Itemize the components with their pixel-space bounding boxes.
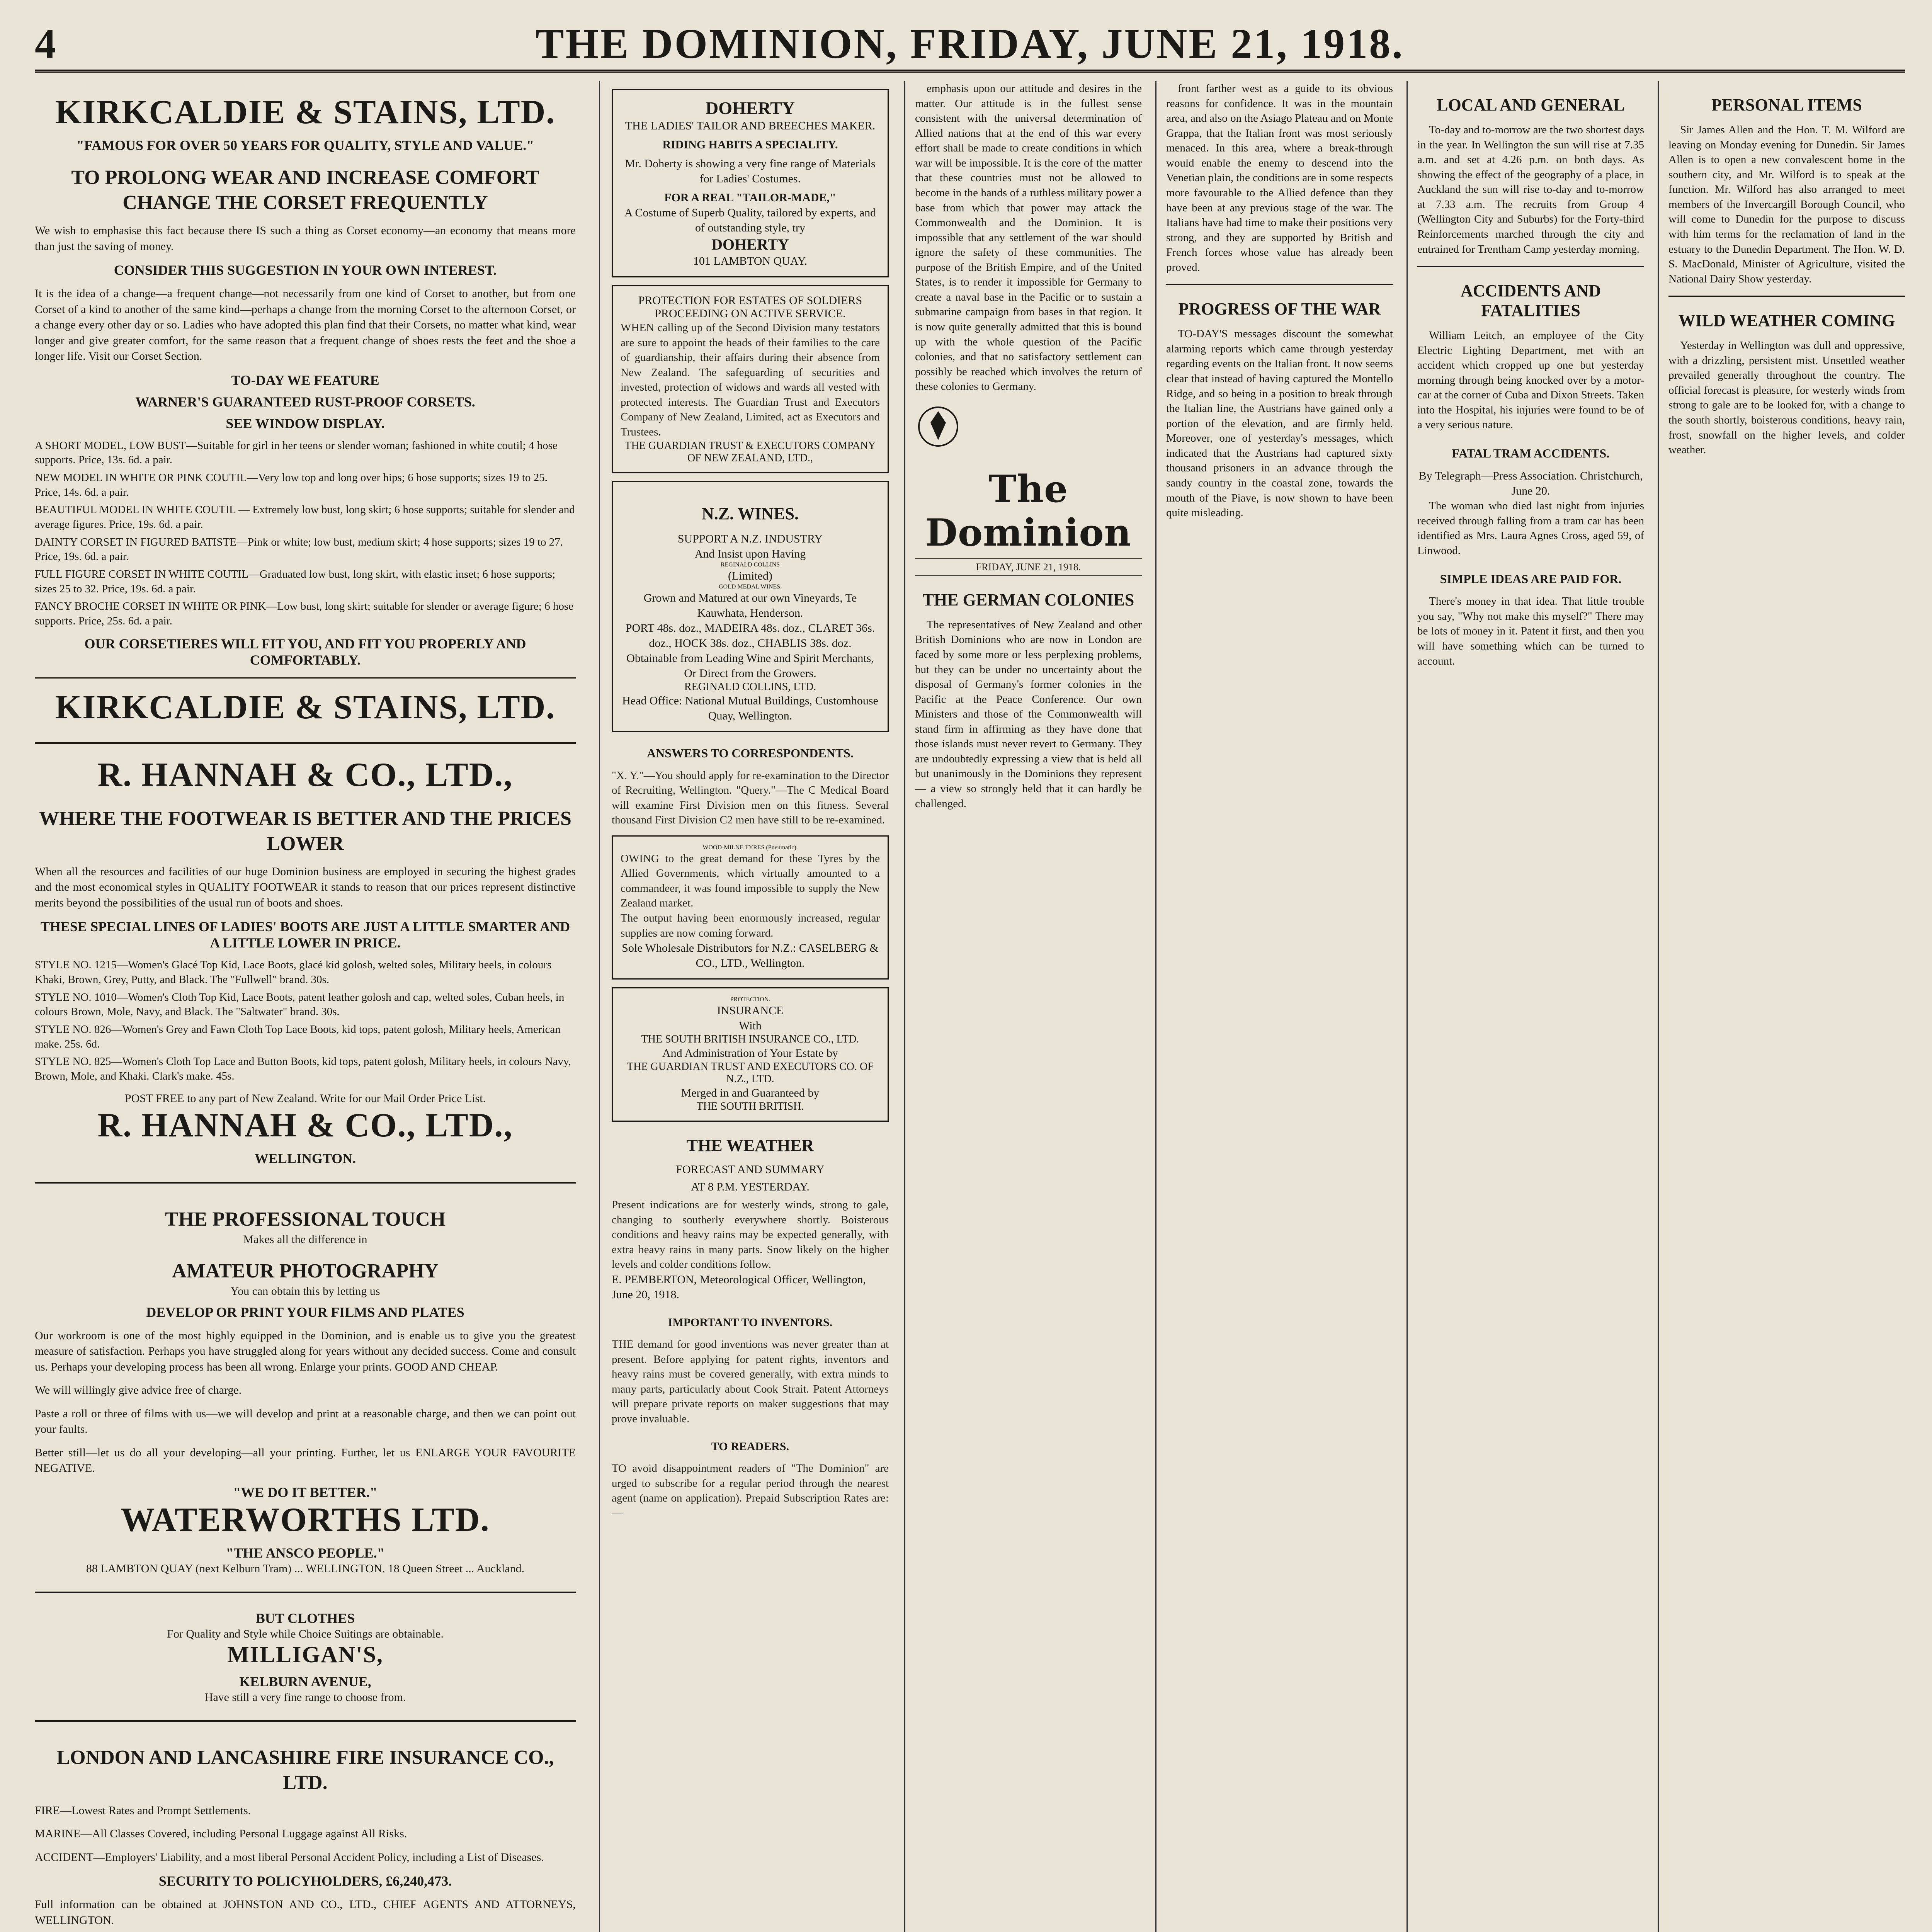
fatal-tram-head: FATAL TRAM ACCIDENTS.	[1452, 446, 1610, 460]
list-item: STYLE NO. 826—Women's Grey and Fawn Cloth Top Lace Boots, kid tops, patent golosh, Military heels, American make. 25s. 6d.	[35, 1023, 561, 1050]
hannah-special: THESE SPECIAL LINES OF LADIES' BOOTS ARE JUST A LITTLE SMARTER AND A LITTLE LOWER IN PRICE.	[40, 919, 570, 951]
hannah-styles	[35, 958, 576, 1084]
fatal-tram-sub: By Telegraph—Press Association. Christchurch, June 20.	[1418, 469, 1643, 497]
milligan-have: Have still a very fine range to choose from.	[204, 1690, 406, 1704]
waterworths-address: 88 LAMBTON QUAY (next Kelburn Tram) ... WELLINGTON. 18 Queen Street ... Auckland.	[86, 1562, 525, 1575]
paragraph: To-day and to-morrow are the two shortest days in the year. In Wellington the sun will rise at 7.35 a.m. and set at 4.26 p.m. on both days. As showing the effect of the geography of a place, in Auckland the sun will rise to-day and to-morrow at 7.33 a.m. The recruits from Group 4 (Wellington City and Suburbs) for the Forty-third Reinforcements marched through the city and entrained for Trentham Camp yesterday morning.	[1417, 124, 1644, 255]
wild-weather-head: WILD WEATHER COMING	[1678, 311, 1895, 330]
doherty-costume: A Costume of Superb Quality, tailored by experts, and of outstanding style, try	[624, 206, 876, 234]
list-item: STYLE NO. 1010—Women's Cloth Top Kid, Lace Boots, patent leather golosh and cap, welted soles, Cuban heels, in colours Brown, Mole, Navy, and Black. The "Saltwater" brand. 30s.	[35, 991, 565, 1018]
paragraph: The representatives of New Zealand and other British Dominions who are now in London are faced by some more or less perplexing problems, but they can be under no uncertainty about the disposal of Germany's former colonies in the Pacific at the Peace Conference. Our own Ministers and those of the Commonwealth will stand firm in affirming as they have done that those islands must never revert to Germany. They are undoubtedly expressing a view that is held all but unanimously in the Dominions they represent — a view so strongly held that it can hardly be challenged.	[915, 618, 1142, 810]
dateline: FRIDAY, JUNE 21, 1918.	[915, 558, 1142, 576]
inventors-body: THE demand for good inventions was never greater than at present. Before applying for patent rights, inventors and heavy rains must be covered generally, with extra minds to many parts, particularly about Cook Strait. Patent Attorneys will prepare private reports on maker suggestions that may prove invaluable.	[612, 1338, 889, 1425]
waterworths-paste: Paste a roll or three of films with us—we will develop and print at a reasonable charge, and then we can point out your faults.	[35, 1407, 576, 1436]
waterworths-we-will: We will willingly give advice free of charge.	[35, 1384, 242, 1397]
hannah-post: POST FREE to any part of New Zealand. Write for our Mail Order Price List.	[124, 1092, 486, 1105]
paragraph: front farther west as a guide to its obvious reasons for confidence. It was in the mountain area, and also on the Asiago Plateau and on Monte Grappa, that the Italian front was most seriously menaced. In this area, where a break-through would enable the enemy to descend into the Venetian plain, the conditions are in some respects more favourable to the Allied defence than they have been at any previous stage of the war. The Italians have had time to make their positions very strong, and they are supported by British and French forces whose value has already been proved.	[1166, 82, 1393, 274]
woodmilne-agents: Sole Wholesale Distributors for N.Z.: CASELBERG & CO., LTD., Wellington.	[622, 942, 879, 970]
paragraph: emphasis upon our attitude and desires in the matter. Our attitude is in the fullest sense consistent with the universal determination of Allied nations that at the end of this war every effort shall be made to create conditions in which war will be impossible. It is the core of the matter that these countries must not be allowed to become in the hands of a ruthless military power a base from which that power may attack the Commonwealth and the Dominion. It is impossible that any settlement of the war should ignore the safety of these communities. The purpose of the British Empire, and of the United States, is to render it impossible for Germany to create a naval base in the Pacific or to sustain a submarine campaign from bases in that region. It is now quite generally admitted that this is bound up with the whole question of the Pacific colonies, and that no satisfactory settlement can possibly be reached which involves the return of these colonies to Germany.	[915, 82, 1142, 393]
readers-body: TO avoid disappointment readers of "The Dominion" are urged to subscribe for a regular period through the nearest agent (name on application). Prepaid Subscription Rates are:—	[612, 1462, 889, 1519]
wild-weather-body	[1668, 338, 1905, 457]
waterworths-sub: Makes all the difference in	[243, 1233, 367, 1246]
guardian-body: WHEN calling up of the Second Division many testators are sure to appoint the heads of their families to the care of guardianship, their affairs during their absence from New Zealand. The safeguarding of securities and invested, protection of widows and wards all vested with protected interests. The Guardian Trust and Executors Company of New Zealand, Limited, act as Executors and Trustees.	[621, 321, 880, 438]
protection-admin: And Administration of Your Estate by	[662, 1047, 838, 1060]
hannah-city: WELLINGTON.	[254, 1150, 356, 1166]
german-colonies-body	[915, 617, 1142, 811]
waterworths-para: Our workroom is one of the most highly equipped in the Dominion, and is enable us to give you the greatest measure of satisfaction. Perhaps you have struggled along for years without any decided success. Come and consult us. Perhaps your developing process has been all wrong. Enlarge your prints. GOOD AND CHEAP.	[35, 1329, 576, 1373]
london-accident: ACCIDENT—Employers' Liability, and a most liberal Personal Accident Policy, including a List of Diseases.	[35, 1850, 544, 1864]
accidents-head: ACCIDENTS AND FATALITIES	[1460, 281, 1601, 320]
milligan-label1: BUT CLOTHES	[255, 1610, 355, 1626]
progress-war-head: PROGRESS OF THE WAR	[1178, 299, 1381, 319]
hannah-footer: R. HANNAH & CO., LTD.,	[97, 1106, 513, 1144]
divider	[1417, 266, 1644, 267]
doherty-real: FOR A REAL "TAILOR-MADE,"	[664, 191, 836, 204]
list-item: DAINTY CORSET IN FIGURED BATISTE—Pink or white; low bust, medium skirt; 4 hose supports; sizes 19 to 27. Price, 19s. 6d. a pair.	[35, 536, 563, 563]
weather-section	[612, 1136, 889, 1302]
hannah-name: R. HANNAH & CO., LTD.,	[97, 756, 513, 794]
wines-port: PORT 48s. doz., MADEIRA 48s. doz., CLARET 36s. doz., HOCK 38s. doz., CHABLIS 38s. doz.	[625, 621, 875, 650]
war-continued	[1166, 81, 1393, 275]
local-general-head: LOCAL AND GENERAL	[1437, 95, 1625, 114]
hannah-ad	[35, 744, 576, 1184]
paragraph: William Leitch, an employee of the City Electric Lighting Department, met with an accident which cropped up one but yesterday morning through being knocked over by a motor-car at the corner of Cuba and Dixon Streets. Taken into the Hospital, his injuries were found to be of a very serious nature.	[1417, 329, 1644, 431]
waterworths-do-better: "WE DO IT BETTER."	[233, 1484, 378, 1500]
editorial-continued	[915, 81, 1142, 394]
waterworths-ansco: "THE ANSCO PEOPLE."	[226, 1545, 385, 1561]
weather-sub: FORECAST AND SUMMARY	[676, 1163, 825, 1176]
simple-ideas-body	[1417, 594, 1644, 668]
paragraph: The woman who died last night from injuries received through falling from a tram car has been identified as Mrs. Laura Agnes Cross, aged 59, of Linwood.	[1417, 500, 1644, 557]
hannah-para: When all the resources and facilities of our huge Dominion business are employed in securing the highest grades and the most economical styles in QUALITY FOOTWEAR it stands to reason that our prices represent distinctive merits beyond the possibilities of the usual run of boots and shoes.	[35, 865, 576, 909]
waterworths-better: Better still—let us do all your developing—all your printing. Further, let us ENLARGE YOUR FAVOURITE NEGATIVE.	[35, 1446, 576, 1475]
kirkcaldie-intro: We wish to emphasise this fact because there IS such a thing as Corset economy—an economy that means more than just the saving of money.	[35, 224, 576, 253]
milligan-address: KELBURN AVENUE,	[239, 1673, 371, 1689]
progress-war-body	[1166, 327, 1393, 520]
waterworths-name: WATERWORTHS LTD.	[121, 1501, 490, 1539]
hannah-headline: WHERE THE FOOTWEAR IS BETTER AND THE PRICES LOWER	[39, 807, 571, 855]
london-info: Full information can be obtained at JOHNSTON AND CO., LTD., CHIEF AGENTS AND ATTORNEYS, WELLINGTON.	[35, 1898, 576, 1927]
weather-head: THE WEATHER	[686, 1136, 814, 1155]
page-number: 4	[35, 20, 56, 67]
weather-body: Present indications are for westerly winds, strong to gale, changing to southerly everywhere shortly. Boisterous conditions and heavy rains may be expected generally, with extra heavy rains in many parts. Snow likely on the higher levels and colder conditions follow.	[612, 1199, 889, 1271]
kirkcaldie-tagline: "FAMOUS FOR OVER 50 YEARS FOR QUALITY, STYLE AND VALUE."	[76, 138, 534, 153]
woodmilne-cont: The output having been enormously increased, regular supplies are now coming forward.	[621, 912, 880, 939]
local-general-body	[1417, 122, 1644, 257]
doherty-name: DOHERTY	[706, 98, 795, 118]
list-item: STYLE NO. 1215—Women's Glacé Top Kid, Lace Boots, glacé kid golosh, welted soles, Military heels, in colours Khaki, Brown, Grey, Putty, and Black. The "Fullwell" brand. 30s.	[35, 959, 552, 986]
protection-co2: THE GUARDIAN TRUST AND EXECUTORS CO. OF N.Z., LTD.	[627, 1061, 874, 1085]
woodmilne-head: WOOD-MILNE TYRES (Pneumatic).	[702, 844, 798, 851]
protection-ad	[612, 987, 889, 1122]
doherty-trade: THE LADIES' TAILOR AND BREECHES MAKER.	[625, 119, 876, 132]
doherty-name-2: DOHERTY	[711, 236, 789, 253]
kirkcaldie-window: SEE WINDOW DISPLAY.	[226, 415, 385, 431]
personal-items-head: PERSONAL ITEMS	[1711, 95, 1862, 114]
protection-with: With	[739, 1019, 762, 1032]
milligan-ad	[35, 1593, 576, 1722]
wines-office: Head Office: National Mutual Buildings, Customhouse Quay, Wellington.	[622, 694, 878, 722]
doherty-showing: Mr. Doherty is showing a very fine range of Materials for Ladies' Costumes.	[625, 157, 876, 185]
weather-signed: E. PEMBERTON, Meteorological Officer, Wellington, June 20, 1918.	[612, 1273, 866, 1301]
waterworths-amateur: AMATEUR PHOTOGRAPHY	[172, 1260, 439, 1282]
milligan-name: MILLIGAN'S,	[227, 1641, 383, 1667]
answers-body: "X. Y."—You should apply for re-examination to the Director of Recruiting, Wellington. "Query."—The C Medical Board will examine First Division men on this fitness. Several thousand First Division C2 men have still to be re-examined.	[612, 769, 889, 827]
list-item: NEW MODEL IN WHITE OR PINK COUTIL—Very low top and long over hips; 6 hose supports; sizes 19 to 25. Price, 14s. 6d. a pair.	[35, 471, 548, 498]
paragraph: There's money in that idea. That little trouble you say, "Why not make this myself?" There may be lots of money in it. Patent it first, and then you will have something which can be turned to account.	[1417, 595, 1644, 667]
wines-support: SUPPORT A N.Z. INDUSTRY	[677, 532, 823, 545]
german-colonies-head: THE GERMAN COLONIES	[922, 590, 1134, 609]
inventors-section	[612, 1316, 889, 1521]
list-item: A SHORT MODEL, LOW BUST—Suitable for girl in her teens or slender woman; fashioned in white coutil; 4 hose supports. Price, 13s. 6d. a pair.	[35, 439, 558, 466]
london-name: LONDON AND LANCASHIRE FIRE INSURANCE CO., LTD.	[56, 1746, 554, 1794]
list-item: BEAUTIFUL MODEL IN WHITE COUTIL — Extremely low bust, long skirt; 6 hose supports; suitable for slender and average figures. Price, 19s. 6d. a pair.	[35, 503, 575, 531]
column-notices	[599, 81, 900, 1932]
wines-insist: And Insist upon Having	[694, 547, 806, 560]
protection-co1: THE SOUTH BRITISH INSURANCE CO., LTD.	[641, 1033, 859, 1046]
columns	[35, 81, 1905, 1932]
waterworths-develop: DEVELOP OR PRINT YOUR FILMS AND PLATES	[146, 1304, 464, 1320]
doherty-address: 101 LAMBTON QUAY.	[693, 255, 808, 267]
column-editorial	[904, 81, 1151, 1932]
kirkcaldie-feature1: TO-DAY WE FEATURE	[231, 372, 379, 388]
answers-head: ANSWERS TO CORRESPONDENTS.	[647, 746, 854, 760]
doherty-riding: RIDING HABITS A SPECIALITY.	[662, 138, 838, 151]
guardian-head: PROTECTION FOR ESTATES OF SOLDIERS PROCEEDING ON ACTIVE SERVICE.	[638, 294, 862, 320]
guardian-ad	[612, 285, 889, 473]
nz-wines-ad	[612, 481, 889, 732]
kirkcaldie-name-footer: KIRKCALDIE & STAINS, LTD.	[55, 688, 556, 726]
readers-head: TO READERS.	[711, 1440, 789, 1453]
divider	[1166, 284, 1393, 285]
kirkcaldie-closing: OUR CORSETIERES WILL FIT YOU, AND FIT YOU PROPERLY AND COMFORTABLY.	[84, 636, 526, 668]
weather-time: AT 8 P.M. YESTERDAY.	[691, 1180, 810, 1194]
inventors-head: IMPORTANT TO INVENTORS.	[668, 1316, 833, 1329]
list-item: FULL FIGURE CORSET IN WHITE COUTIL—Graduated low bust, long skirt, with elastic inset; 6 hose supports; sizes 25 to 32. Price, 19s. 6d. a pair.	[35, 568, 556, 595]
accidents-body	[1417, 328, 1644, 432]
column-local	[1406, 81, 1654, 1932]
wines-head: N.Z. WINES.	[701, 504, 799, 523]
column-war	[1155, 81, 1403, 1932]
divider	[1668, 296, 1905, 297]
kirkcaldie-headline: TO PROLONG WEAR AND INCREASE COMFORT CHANGE THE CORSET FREQUENTLY	[71, 167, 539, 214]
personal-items-body	[1668, 122, 1905, 286]
page-title: THE DOMINION, FRIDAY, JUNE 21, 1918.	[536, 20, 1404, 67]
fatal-tram-body	[1417, 498, 1644, 558]
wines-gold: GOLD MEDAL WINES.	[718, 583, 782, 590]
waterworths-headline: THE PROFESSIONAL TOUCH	[165, 1208, 446, 1230]
doherty-ad	[612, 89, 889, 277]
london-lancashire-ad	[35, 1722, 576, 1932]
coat-of-arms-icon	[915, 403, 961, 450]
protection-head: PROTECTION.	[730, 996, 770, 1003]
kirkcaldie-items	[35, 439, 576, 629]
wines-limited: (Limited)	[728, 569, 772, 582]
woodmilne-body: OWING to the great demand for these Tyres by the Allied Governments, which virtually amounted to a commandeer, it was found impossible to supply the New Zealand market.	[621, 852, 880, 910]
kirkcaldie-consider: CONSIDER THIS SUGGESTION IN YOUR OWN INTEREST.	[114, 262, 497, 278]
waterworths-obtain: You can obtain this by letting us	[230, 1284, 380, 1298]
kirkcaldie-para: It is the idea of a change—a frequent change—not necessarily from one kind of Corset to another, but from one Corset of a kind to another of the same kind—perhaps a change from the morning Corset to the afternoon Corset, or a change every other day or so. Ladies who have adopted this plan find that their Corsets, no matter what kind, wear longer and give greater comfort, for the same reason that a frequent change of shoes rests the feet and the shoe a longer life. Visit our Corset Section.	[35, 287, 576, 362]
wood-milne-ad	[612, 835, 889, 980]
column-personal	[1658, 81, 1905, 1932]
london-fire: FIRE—Lowest Rates and Prompt Settlements.	[35, 1804, 251, 1817]
london-marine: MARINE—All Classes Covered, including Personal Luggage against All Risks.	[35, 1827, 407, 1840]
divider	[35, 677, 576, 679]
answers-section	[612, 746, 889, 828]
masthead	[35, 12, 1905, 73]
kirkcaldie-name: KIRKCALDIE & STAINS, LTD.	[55, 94, 556, 131]
guardian-company: THE GUARDIAN TRUST & EXECUTORS COMPANY OF NEW ZEALAND, LTD.,	[624, 439, 876, 464]
protection-co3: THE SOUTH BRITISH.	[696, 1100, 804, 1113]
list-item: STYLE NO. 825—Women's Cloth Top Lace and Button Boots, kid tops, patent golosh, Military heels, in colours Navy, Brown, Mole, and Khaki. Clark's make. 45s.	[35, 1055, 571, 1083]
kirkcaldie-feature2: WARNER'S GUARANTEED RUST-PROOF CORSETS.	[135, 394, 475, 410]
paragraph: Yesterday in Wellington was dull and oppressive, with a drizzling, persistent mist. Unsettled weather prevailed generally throughout the country. The official forecast is pleasure, for westerly winds from strong to gale are to be looked for, with a change to the south shortly, boisterous conditions, heavy rain, frost, snowfall on the higher levels, and colder weather.	[1668, 339, 1905, 456]
simple-ideas-head: SIMPLE IDEAS ARE PAID FOR.	[1440, 572, 1622, 586]
wines-brand: REGINALD COLLINS	[720, 561, 780, 568]
column-ads-left	[35, 81, 591, 1932]
protection-insurance: INSURANCE	[717, 1004, 784, 1017]
wines-company: REGINALD COLLINS, LTD.	[684, 680, 816, 693]
paragraph: Sir James Allen and the Hon. T. M. Wilford are leaving on Monday evening for Dunedin. Sir James Allen is to open a new convalescent home in the southern city, and Mr. Wilford is to speak at the function. Mr. Wilford has also arranged to meet members of the Invercargill Borough Council, who will come to Dunedin for the purpose to discuss with him terms for the reclamation of land in the estuary to the Dunedin Department. The Hon. W. D. S. MacDonald, Minister of Agriculture, visited the National Dairy Show yesterday.	[1668, 124, 1905, 285]
wines-obtain: Obtainable from Leading Wine and Spirit Merchants, Or Direct from the Growers.	[626, 651, 874, 680]
paragraph: TO-DAY'S messages discount the somewhat alarming reports which came through yesterday regarding events on the Italian front. It now seems clear that instead of having captured the Montello Ridge, and so being in a position to break through the Italian line, the Austrians have gained only a portion of the elevation, and are firmly held. Moreover, one of yesterday's messages, which indicated that the Austrians had captured sixty thousand prisoners in an advance through the sandy country in the coastal zone, towards the mouth of the Piave, is now shown to have been quite misleading.	[1166, 328, 1393, 519]
wines-grown: Grown and Matured at our own Vineyards, Te Kauwhata, Henderson.	[643, 591, 857, 619]
protection-merged: Merged in and Guaranteed by	[681, 1087, 820, 1100]
kirkcaldie-ad	[35, 81, 576, 744]
list-item: FANCY BROCHE CORSET IN WHITE OR PINK—Low bust, long skirt; suitable for slender or average figure; 6 hose supports. Price, 25s. 6d. a pair.	[35, 600, 573, 628]
milligan-label2: For Quality and Style while Choice Suitings are obtainable.	[167, 1627, 444, 1640]
london-security: SECURITY TO POLICYHOLDERS, £6,240,473.	[158, 1873, 452, 1889]
dominion-nameplate: The Dominion	[925, 467, 1132, 554]
waterworths-ad	[35, 1184, 576, 1593]
